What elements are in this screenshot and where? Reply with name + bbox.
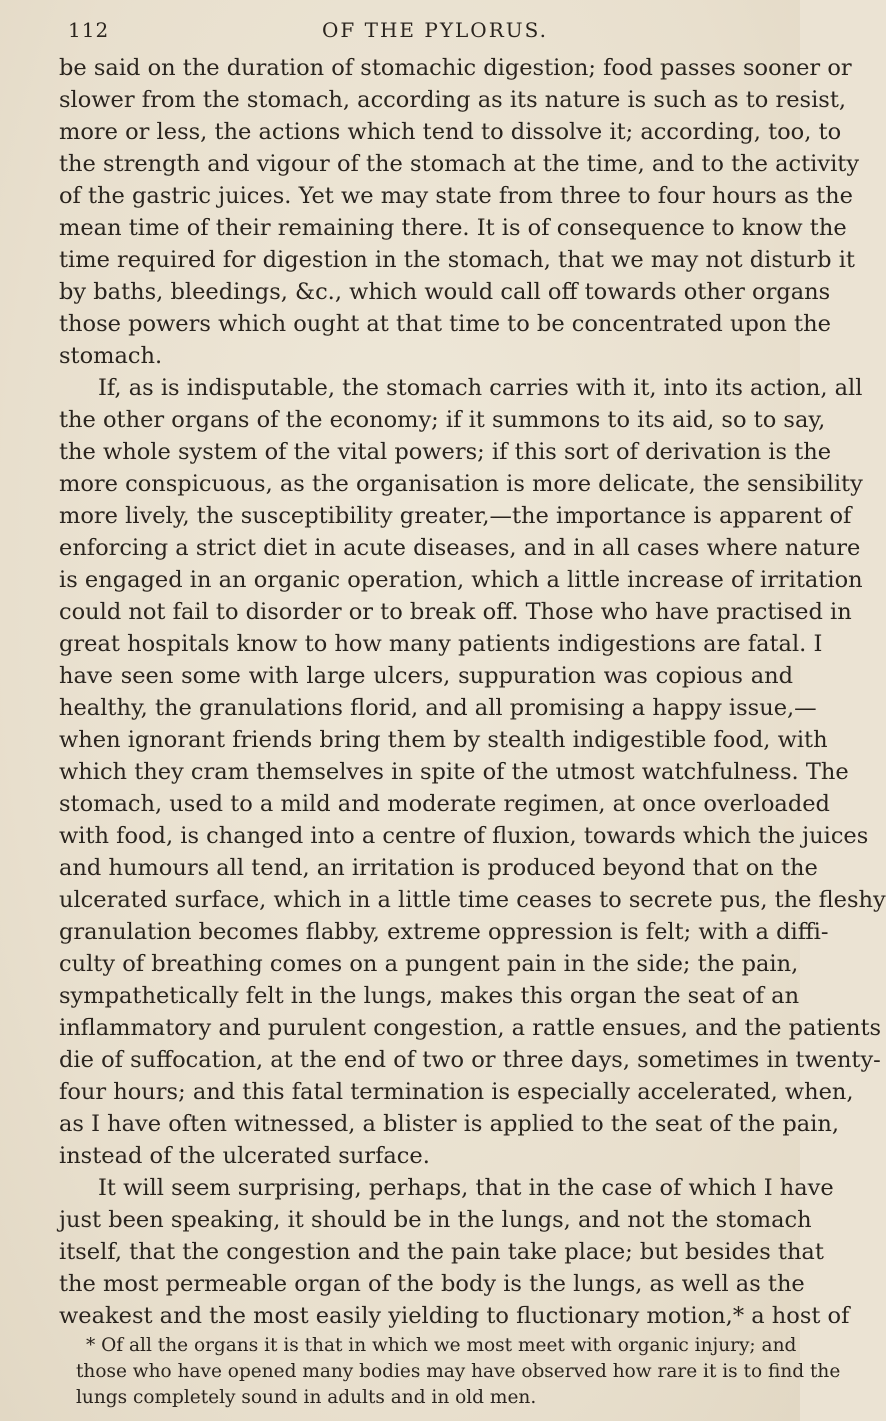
text-line: the most permeable organ of the body is the lungs, as well as the (59, 1271, 805, 1297)
footnote-line: * Of all the organs it is that in which we most meet with organic injury; and (86, 1335, 797, 1356)
text-line: the whole system of the vital powers; if this sort of derivation is the (59, 439, 832, 465)
text-line: and humours all tend, an irritation is produced beyond that on the (59, 855, 818, 881)
text-line: more lively, the susceptibility greater,—the importance is apparent of (59, 503, 852, 529)
text-line: just been speaking, it should be in the lungs, and not the stomach (59, 1207, 812, 1233)
text-line: It will seem surprising, perhaps, that in the case of which I have (98, 1175, 834, 1201)
text-line: as I have often witnessed, a blister is applied to the seat of the pain, (59, 1111, 839, 1137)
text-line: with food, is changed into a centre of fluxion, towards which the juices (59, 823, 869, 849)
text-line: be said on the duration of stomachic digestion; food passes sooner or (59, 55, 852, 81)
text-line: itself, that the congestion and the pain take place; but besides that (59, 1239, 824, 1265)
text-line: instead of the ulcerated surface. (59, 1143, 430, 1169)
footnote-line: lungs completely sound in adults and in old men. (76, 1387, 537, 1408)
text-line: by baths, bleedings, &c., which would call off towards other organs (59, 279, 831, 305)
footnote-line: those who have opened many bodies may have observed how rare it is to find the (76, 1361, 841, 1382)
page-number: 112 (68, 18, 110, 42)
text-line: when ignorant friends bring them by stealth indigestible food, with (59, 727, 828, 753)
text-line: mean time of their remaining there. It is of consequence to know the (59, 215, 847, 241)
running-title: OF THE PYLORUS. (322, 18, 548, 42)
text-line: slower from the stomach, according as its nature is such as to resist, (59, 87, 847, 113)
text-line: the other organs of the economy; if it summons to its aid, so to say, (59, 407, 826, 433)
text-line: more or less, the actions which tend to dissolve it; according, too, to (59, 119, 842, 145)
text-line: those powers which ought at that time to be concentrated upon the (59, 311, 831, 337)
text-line: die of suffocation, at the end of two or three days, sometimes in twenty- (59, 1047, 881, 1073)
text-line: which they cram themselves in spite of the utmost watchfulness. The (59, 759, 849, 785)
text-line: stomach, used to a mild and moderate regimen, at once overloaded (59, 791, 830, 817)
text-line: time required for digestion in the stomach, that we may not disturb it (59, 247, 855, 273)
text-line: healthy, the granulations florid, and all promising a happy issue,— (59, 695, 817, 721)
text-line: stomach. (59, 343, 163, 369)
text-line: more conspicuous, as the organisation is more delicate, the sensibility (59, 471, 863, 497)
text-line: is engaged in an organic operation, which a little increase of irritation (59, 567, 863, 593)
text-line: culty of breathing comes on a pungent pain in the side; the pain, (59, 951, 799, 977)
text-line: enforcing a strict diet in acute diseases, and in all cases where nature (59, 535, 861, 561)
text-line: weakest and the most easily yielding to fluctionary motion,* a host of (59, 1303, 850, 1329)
text-line: If, as is indisputable, the stomach carries with it, into its action, all (98, 375, 863, 401)
text-line: granulation becomes flabby, extreme oppression is felt; with a diffi- (59, 919, 829, 945)
text-line: could not fail to disorder or to break off. Those who have practised in (59, 599, 852, 625)
text-line: sympathetically felt in the lungs, makes this organ the seat of an (59, 983, 800, 1009)
text-line: great hospitals know to how many patients indigestions are fatal. I (59, 631, 823, 657)
text-line: the strength and vigour of the stomach at the time, and to the activity (59, 151, 860, 177)
text-line: inflammatory and purulent congestion, a rattle ensues, and the patients (59, 1015, 882, 1041)
text-line: have seen some with large ulcers, suppuration was copious and (59, 663, 793, 689)
text-line: four hours; and this fatal termination is especially accelerated, when, (59, 1079, 854, 1105)
running-head (0, 18, 800, 48)
footnote (76, 1333, 841, 1411)
body-text (59, 52, 886, 1332)
text-line: of the gastric juices. Yet we may state from three to four hours as the (59, 183, 853, 209)
text-line: ulcerated surface, which in a little time ceases to secrete pus, the fleshy (59, 887, 886, 913)
